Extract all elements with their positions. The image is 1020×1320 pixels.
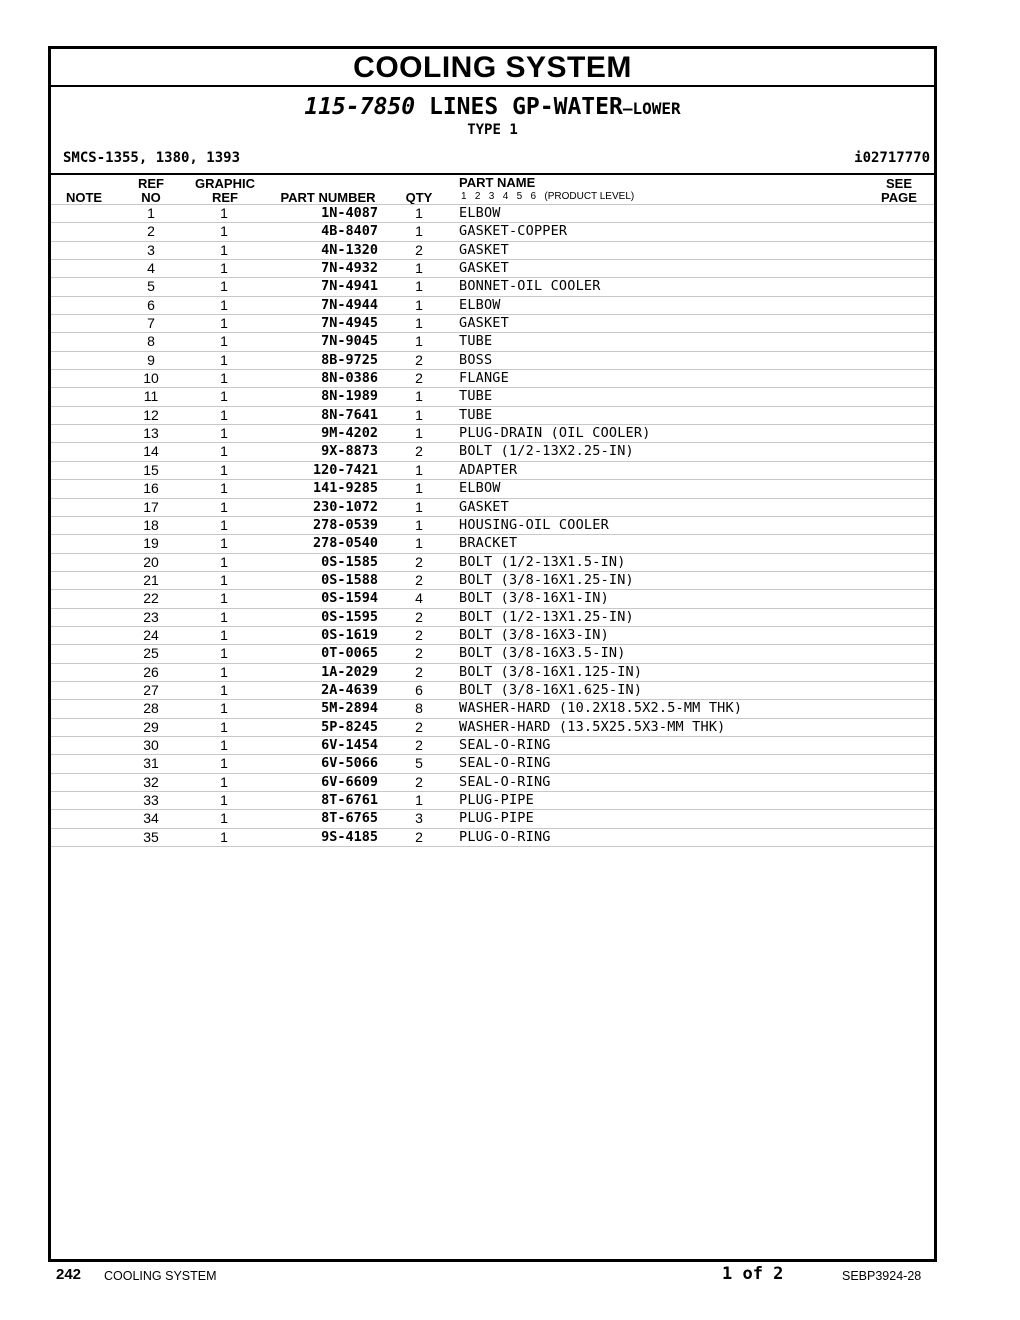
- table-row: [51, 589, 934, 607]
- part-name: BOLT (3/8-16X1.125-IN): [459, 663, 643, 680]
- ref-no: 16: [143, 480, 159, 497]
- table-row: [51, 222, 934, 240]
- qty: 2: [415, 645, 423, 662]
- part-name: PLUG-PIPE: [459, 792, 534, 808]
- section-title: COOLING SYSTEM: [51, 49, 934, 87]
- part-number: 7N-9045: [321, 333, 378, 350]
- graphic-ref: 1: [220, 792, 228, 808]
- part-number: 1N-4087: [321, 205, 378, 221]
- part-number: 8T-6761: [321, 792, 378, 808]
- ref-no: 21: [143, 571, 159, 588]
- part-name: GASKET: [459, 498, 509, 515]
- part-number: 9X-8873: [321, 443, 378, 460]
- table-row: [51, 332, 934, 350]
- graphic-ref: 1: [220, 461, 228, 478]
- part-number: 7N-4944: [321, 296, 378, 313]
- table-row: [51, 553, 934, 571]
- ref-no: 27: [143, 681, 159, 698]
- table-row: [51, 644, 934, 662]
- part-name: HOUSING-OIL COOLER: [459, 516, 609, 533]
- col-ref: [133, 177, 169, 205]
- part-name: BOLT (3/8-16X1.25-IN): [459, 571, 634, 588]
- ref-no: 34: [143, 810, 159, 827]
- graphic-ref: 1: [220, 498, 228, 515]
- graphic-ref: 1: [220, 443, 228, 460]
- ref-no: 22: [143, 590, 159, 607]
- graphic-ref: 1: [220, 571, 228, 588]
- graphic-ref: 1: [220, 590, 228, 607]
- part-number: 0S-1585: [321, 553, 378, 570]
- part-number: 0S-1594: [321, 590, 378, 607]
- table-row: [51, 791, 934, 809]
- part-name: TUBE: [459, 333, 493, 350]
- part-number: 278-0539: [312, 516, 378, 533]
- col-ref-bottom: NO: [141, 190, 161, 205]
- qty: 1: [415, 461, 423, 478]
- qty: 1: [415, 425, 423, 442]
- part-name: PLUG-PIPE: [459, 810, 534, 827]
- part-number: 0S-1595: [321, 608, 378, 625]
- qty: 6: [415, 681, 423, 698]
- footer-doc-id: SEBP3924-28: [842, 1269, 922, 1283]
- ref-no: 30: [143, 736, 159, 753]
- ref-no: 2: [147, 223, 155, 240]
- part-number: 230-1072: [312, 498, 378, 515]
- part-name: PLUG-DRAIN (OIL COOLER): [459, 425, 651, 442]
- ref-no: 1: [147, 205, 155, 221]
- qty: 1: [415, 315, 423, 332]
- ref-no: 29: [143, 718, 159, 735]
- qty: 1: [415, 260, 423, 277]
- part-number: 1A-2029: [321, 663, 378, 680]
- table-row: [51, 204, 934, 222]
- part-name: ELBOW: [459, 296, 501, 313]
- qty: 2: [415, 443, 423, 460]
- table-row: [51, 718, 934, 736]
- part-name: WASHER-HARD (10.2X18.5X2.5-MM THK): [459, 700, 743, 717]
- col-graphic-bottom: REF: [212, 190, 238, 205]
- graphic-ref: 1: [220, 296, 228, 313]
- part-name: ADAPTER: [459, 461, 518, 478]
- part-number: 7N-4945: [321, 315, 378, 332]
- ref-no: 15: [143, 461, 159, 478]
- table-row: [51, 259, 934, 277]
- qty: 2: [415, 718, 423, 735]
- ref-no: 17: [143, 498, 159, 515]
- qty: 2: [415, 370, 423, 387]
- table-row: [51, 461, 934, 479]
- qty: 1: [415, 535, 423, 552]
- graphic-ref: 1: [220, 406, 228, 423]
- part-number: 4N-1320: [321, 241, 378, 258]
- graphic-ref: 1: [220, 333, 228, 350]
- part-name: BOSS: [459, 351, 493, 368]
- qty: 2: [415, 351, 423, 368]
- graphic-ref: 1: [220, 370, 228, 387]
- part-number: 278-0540: [312, 535, 378, 552]
- graphic-ref: 1: [220, 205, 228, 221]
- ref-no: 20: [143, 553, 159, 570]
- table-row: [51, 571, 934, 589]
- col-see-top: SEE: [885, 176, 912, 191]
- qty: 1: [415, 792, 423, 808]
- ref-no: 11: [143, 388, 159, 405]
- table-row: [51, 314, 934, 332]
- qty: 1: [415, 516, 423, 533]
- part-number: 141-9285: [312, 480, 378, 497]
- group-suffix: —LOWER: [622, 99, 681, 118]
- table-row: [51, 369, 934, 387]
- qty: 1: [415, 333, 423, 350]
- table-row: [51, 608, 934, 626]
- qty: 1: [415, 480, 423, 497]
- part-name: SEAL-O-RING: [459, 755, 551, 772]
- group-title: [51, 93, 934, 123]
- ref-no: 24: [143, 626, 159, 643]
- graphic-ref: 1: [220, 480, 228, 497]
- ref-no: 4: [147, 260, 155, 277]
- table-row: [51, 626, 934, 644]
- part-name: TUBE: [459, 406, 493, 423]
- qty: 1: [415, 388, 423, 405]
- part-number: 6V-5066: [321, 755, 378, 772]
- part-name: BOLT (3/8-16X1.625-IN): [459, 681, 643, 698]
- part-number: 5P-8245: [321, 718, 378, 735]
- part-name: BOLT (3/8-16X3-IN): [459, 626, 609, 643]
- illustration-id: i02717770: [854, 150, 930, 166]
- part-number: 8N-7641: [321, 406, 378, 423]
- part-name: GASKET-COPPER: [459, 223, 568, 240]
- table-row: [51, 479, 934, 497]
- table-row: [51, 663, 934, 681]
- col-qty: QTY: [405, 190, 433, 205]
- table-row: [51, 809, 934, 827]
- table-row: [51, 498, 934, 516]
- qty: 5: [415, 755, 423, 772]
- graphic-ref: 1: [220, 351, 228, 368]
- footer-page-number: 242: [56, 1266, 82, 1283]
- table-row: [51, 681, 934, 699]
- table-row: [51, 442, 934, 460]
- part-number: 8N-1989: [321, 388, 378, 405]
- part-name: GASKET: [459, 241, 509, 258]
- graphic-ref: 1: [220, 810, 228, 827]
- part-name: ELBOW: [459, 480, 501, 497]
- graphic-ref: 1: [220, 736, 228, 753]
- part-name: BOLT (3/8-16X1-IN): [459, 590, 609, 607]
- part-name: BRACKET: [459, 535, 518, 552]
- qty: 2: [415, 773, 423, 790]
- parts-page-frame: [48, 46, 937, 1262]
- col-note: NOTE: [65, 190, 103, 205]
- qty: 1: [415, 223, 423, 240]
- table-row: [51, 534, 934, 552]
- table-row: [51, 406, 934, 424]
- part-name: BOLT (1/2-13X2.25-IN): [459, 443, 634, 460]
- footer-section: COOLING SYSTEM: [104, 1269, 217, 1283]
- smcs-codes: SMCS-1355, 1380, 1393: [63, 150, 241, 166]
- table-row: [51, 387, 934, 405]
- qty: 8: [415, 700, 423, 717]
- table-row: [51, 241, 934, 259]
- footer-page-of: 1 of 2: [722, 1264, 784, 1284]
- ref-no: 3: [147, 241, 155, 258]
- qty: 1: [415, 296, 423, 313]
- qty: 2: [415, 241, 423, 258]
- ref-no: 26: [143, 663, 159, 680]
- part-name: BOLT (1/2-13X1.25-IN): [459, 608, 634, 625]
- graphic-ref: 1: [220, 388, 228, 405]
- col-graphic-top: GRAPHIC: [195, 176, 255, 191]
- graphic-ref: 1: [220, 223, 228, 240]
- qty: 2: [415, 626, 423, 643]
- table-row: [51, 699, 934, 717]
- col-part-name: PART NAME: [459, 175, 536, 190]
- table-row: [51, 351, 934, 369]
- table-row: [51, 736, 934, 754]
- part-number: 7N-4932: [321, 260, 378, 277]
- parts-table: [51, 204, 934, 847]
- qty: 3: [415, 810, 423, 827]
- part-name: ELBOW: [459, 205, 501, 221]
- part-name: PLUG-O-RING: [459, 828, 551, 845]
- part-number: 120-7421: [312, 461, 378, 478]
- table-row: [51, 516, 934, 534]
- part-name: GASKET: [459, 260, 509, 277]
- graphic-ref: 1: [220, 700, 228, 717]
- graphic-ref: 1: [220, 773, 228, 790]
- part-number: 6V-1454: [321, 736, 378, 753]
- ref-no: 5: [147, 278, 155, 295]
- part-name: GASKET: [459, 315, 509, 332]
- graphic-ref: 1: [220, 626, 228, 643]
- col-graphic-ref: [187, 177, 263, 205]
- table-row: [51, 277, 934, 295]
- part-number: 8B-9725: [321, 351, 378, 368]
- graphic-ref: 1: [220, 718, 228, 735]
- table-row: [51, 424, 934, 442]
- graphic-ref: 1: [220, 241, 228, 258]
- graphic-ref: 1: [220, 260, 228, 277]
- ref-no: 19: [143, 535, 159, 552]
- part-name: WASHER-HARD (13.5X25.5X3-MM THK): [459, 718, 726, 735]
- ref-no: 14: [143, 443, 159, 460]
- part-number: 4B-8407: [321, 223, 378, 240]
- part-name: BOLT (3/8-16X3.5-IN): [459, 645, 626, 662]
- qty: 2: [415, 571, 423, 588]
- part-name: SEAL-O-RING: [459, 736, 551, 753]
- ref-no: 7: [147, 315, 155, 332]
- part-name: TUBE: [459, 388, 493, 405]
- col-part-number: PART NUMBER: [280, 190, 376, 205]
- ref-no: 12: [143, 406, 159, 423]
- graphic-ref: 1: [220, 681, 228, 698]
- graphic-ref: 1: [220, 315, 228, 332]
- graphic-ref: 1: [220, 608, 228, 625]
- part-number: 8T-6765: [321, 810, 378, 827]
- ref-no: 32: [143, 773, 159, 790]
- graphic-ref: 1: [220, 535, 228, 552]
- table-row: [51, 773, 934, 791]
- graphic-ref: 1: [220, 278, 228, 295]
- part-number: 7N-4941: [321, 278, 378, 295]
- ref-no: 9: [147, 351, 155, 368]
- graphic-ref: 1: [220, 425, 228, 442]
- qty: 2: [415, 828, 423, 845]
- graphic-ref: 1: [220, 755, 228, 772]
- ref-no: 8: [147, 333, 155, 350]
- col-ref-top: REF: [138, 176, 164, 191]
- qty: 1: [415, 406, 423, 423]
- ref-no: 35: [143, 828, 159, 845]
- qty: 2: [415, 736, 423, 753]
- graphic-ref: 1: [220, 516, 228, 533]
- qty: 2: [415, 553, 423, 570]
- qty: 1: [415, 278, 423, 295]
- ref-no: 13: [143, 425, 159, 442]
- graphic-ref: 1: [220, 828, 228, 845]
- table-row: [51, 296, 934, 314]
- ref-no: 6: [147, 296, 155, 313]
- graphic-ref: 1: [220, 663, 228, 680]
- part-number: 0T-0065: [321, 645, 378, 662]
- qty: 1: [415, 205, 423, 221]
- qty: 4: [415, 590, 423, 607]
- part-name: BOLT (1/2-13X1.5-IN): [459, 553, 626, 570]
- part-name: BONNET-OIL COOLER: [459, 278, 601, 295]
- part-number: 0S-1619: [321, 626, 378, 643]
- part-number: 9S-4185: [321, 828, 378, 845]
- table-row: [51, 828, 934, 847]
- part-name: FLANGE: [459, 370, 509, 387]
- ref-no: 28: [143, 700, 159, 717]
- ref-no: 25: [143, 645, 159, 662]
- graphic-ref: 1: [220, 645, 228, 662]
- part-name: SEAL-O-RING: [459, 773, 551, 790]
- group-part-number: 115-7850: [304, 94, 416, 120]
- qty: 2: [415, 608, 423, 625]
- ref-no: 31: [143, 755, 159, 772]
- ref-no: 23: [143, 608, 159, 625]
- part-number: 0S-1588: [321, 571, 378, 588]
- group-name: LINES GP-WATER: [428, 94, 623, 120]
- qty: 2: [415, 663, 423, 680]
- part-number: 9M-4202: [321, 425, 378, 442]
- col-see-page: [871, 177, 927, 205]
- ref-no: 18: [143, 516, 159, 533]
- part-number: 6V-6609: [321, 773, 378, 790]
- group-type: TYPE 1: [467, 122, 518, 138]
- product-level-label: 1 2 3 4 5 6 (PRODUCT LEVEL): [461, 191, 635, 202]
- qty: 1: [415, 498, 423, 515]
- part-number: 2A-4639: [321, 681, 378, 698]
- ref-no: 33: [143, 792, 159, 808]
- table-row: [51, 754, 934, 772]
- part-number: 8N-0386: [321, 370, 378, 387]
- graphic-ref: 1: [220, 553, 228, 570]
- part-number: 5M-2894: [321, 700, 378, 717]
- ref-no: 10: [143, 370, 159, 387]
- col-see-bottom: PAGE: [881, 190, 917, 205]
